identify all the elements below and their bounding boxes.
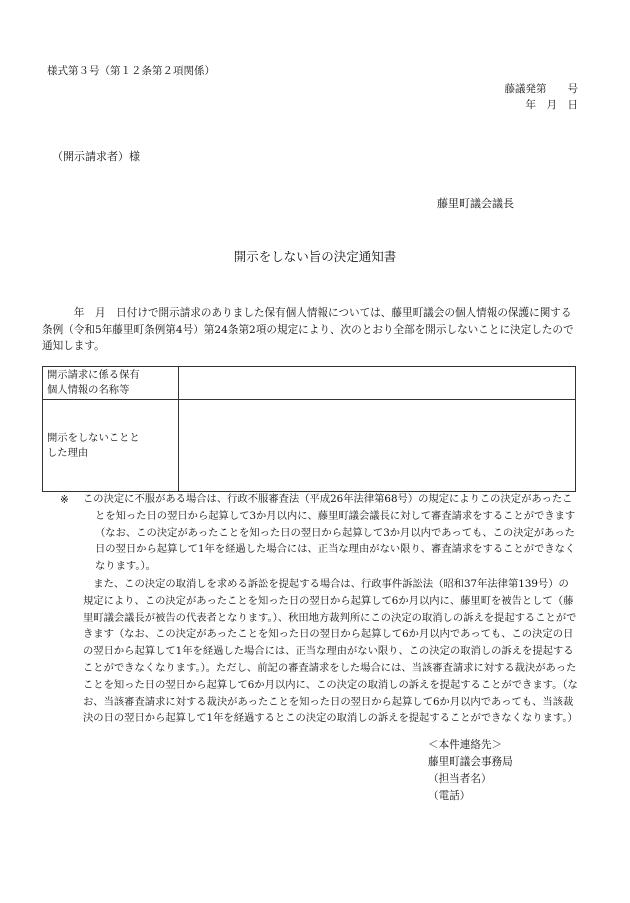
contact-person: （担当者名）	[428, 773, 492, 785]
table-label-cell	[43, 400, 179, 492]
contact-office: 藤里町議会事務局	[428, 756, 513, 768]
table-row	[43, 367, 576, 400]
body-paragraph: 年 月 日付けで開示請求のありました保有個人情報については、藤里町議会の個人情報の保護に関する条例（令和5年藤里町条例第4号）第24条第2項の規定により、次のとおり全部を開示しないことに決定したので通知します。	[42, 307, 574, 352]
document-number: 藤議発第 号	[504, 83, 578, 95]
page-title: 開示をしない旨の決定通知書	[233, 249, 397, 264]
issuer: 藤里町議会議長	[437, 197, 514, 210]
document-date: 年 月 日	[525, 99, 578, 111]
table-value-cell	[179, 400, 576, 492]
table-label-line: 個人情報の名称等	[47, 384, 130, 396]
form-label: 様式第３号（第１２条第２項関係）	[47, 65, 215, 77]
table-label-line: した理由	[47, 446, 89, 459]
info-table	[42, 366, 576, 492]
contact-block	[428, 737, 513, 805]
contact-phone: （電話）	[428, 790, 471, 802]
contact-heading: ＜本件連絡先＞	[428, 739, 503, 751]
table-row	[43, 400, 576, 492]
note-paragraph-lawsuit: また、この決定の取消しを求める訴訟を提起する場合は、行政事件訴訟法（昭和37年法律第139号）の規定により、この決定があったことを知った日の翌日から起算して6か月以内に、藤里町を被告として（藤里町議会議長が被告の代表者となります。）、秋田地方裁判所にこの決定の取消しの訴えを提起することができます（なお、この決定があったことを知った日の翌日から起算して6か月以内であっても、この決定の日の翌日から起算して1年を経過した場合には、正当な理由がない限り、この決定の取消しの訴えを提起することができなくなります。）。ただし、前記の審査請求をした場合には、当該審査請求に対する裁決があったことを知った日の翌日から起算して6か月以内に、この決定の取消しの訴えを提起することができます。（なお、当該審査請求に対する裁決があったことを知った日の翌日から起算して6か月以内であっても、当該裁決の日の翌日から起算して1年を経過するとこの決定の取消しの訴えを提起することができなくなります。）	[83, 578, 578, 725]
table-label-cell	[43, 367, 179, 400]
note-mark: ※	[60, 494, 69, 506]
table-value-cell	[179, 367, 576, 400]
note-paragraph-appeal: この決定に不服がある場合は、行政不服審査法（平成26年法律第68号）の規定によりこの決定があったことを知った日の翌日から起算して3か月以内に、藤里町議会議長に対して審査請求をすることができます（なお、この決定があったことを知った日の翌日から起算して3か月以内であっても、この決定があった日の翌日から起算して1年を経過した場合には、正当な理由がない限り、審査請求をすることができなくなります。）。	[83, 493, 576, 573]
table-label-line: 開示をしないことと	[47, 431, 140, 444]
addressee: （開示請求者）様	[52, 150, 140, 163]
table-label-line: 開示請求に係る保有	[47, 369, 140, 381]
